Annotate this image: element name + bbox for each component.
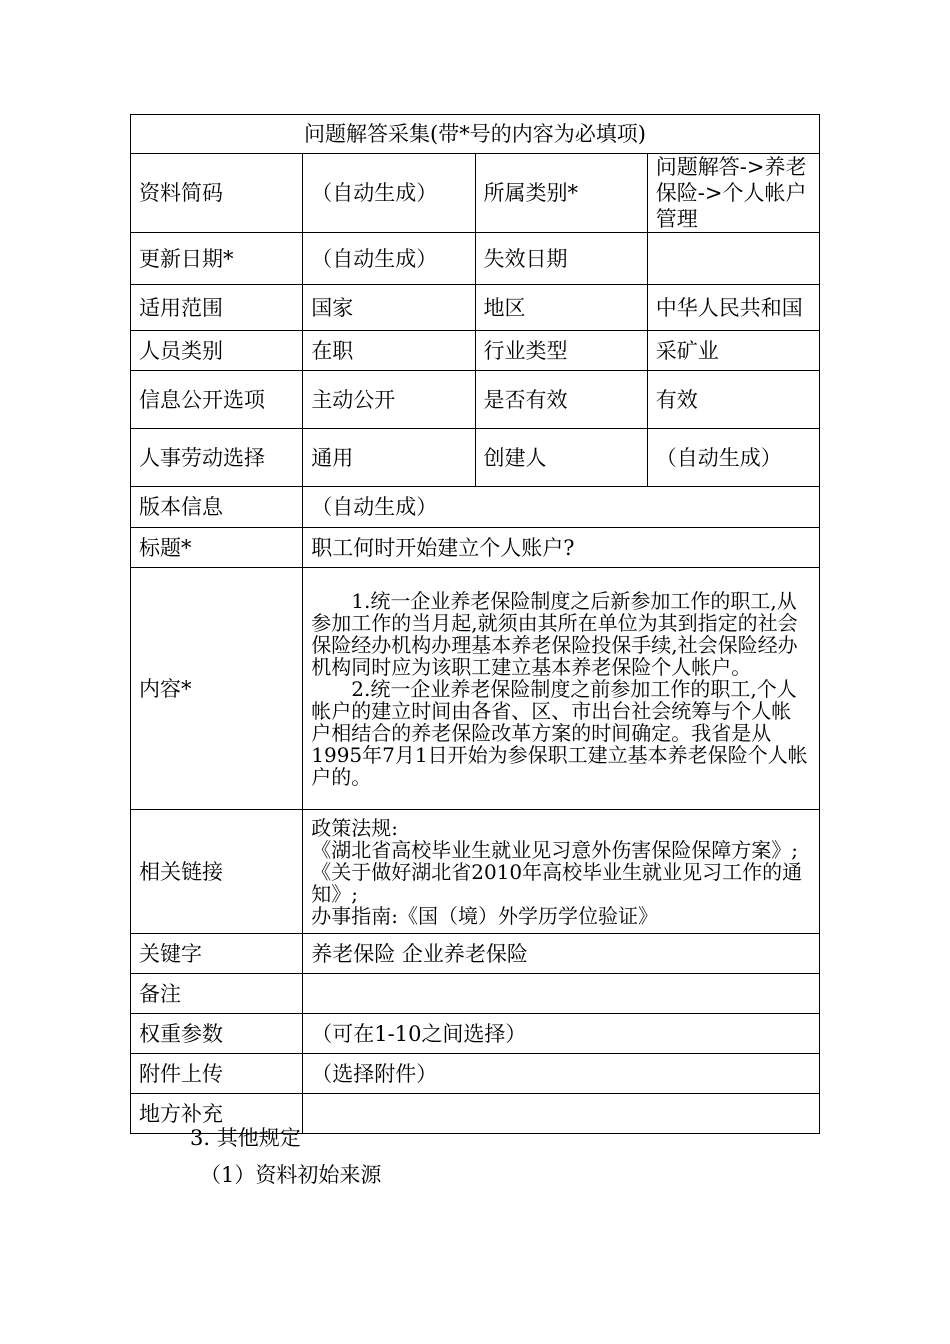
region-label: 地区 bbox=[475, 285, 647, 331]
valid-value[interactable]: 有效 bbox=[647, 371, 819, 429]
table-row bbox=[131, 331, 820, 371]
expire-date-field[interactable] bbox=[647, 233, 819, 285]
content-paragraph-1: 1.统一企业养老保险制度之后新参加工作的职工,从参加工作的当月起,就须由其所在单位为其到指定的社会保险经办机构办理基本养老保险投保手续,社会保险经办机构同时应为该职工建立基本养老保险个人帐户。 bbox=[311, 588, 798, 679]
link-section-policy: 政策法规: bbox=[311, 815, 398, 840]
heading-value[interactable]: 职工何时开始建立个人账户? bbox=[303, 528, 820, 568]
subsection-heading-source: （1）资料初始来源 bbox=[200, 1163, 382, 1187]
link-item[interactable]: 《关于做好湖北省2010年高校毕业生就业见习工作的通知》; bbox=[311, 859, 803, 906]
form-title-row bbox=[131, 115, 820, 154]
local-label: 地方补充 bbox=[131, 1094, 303, 1134]
category-value[interactable]: 问题解答->养老保险->个人帐户管理 bbox=[647, 154, 819, 233]
valid-label: 是否有效 bbox=[475, 371, 647, 429]
section-heading-other-rules: 3. 其他规定 bbox=[190, 1126, 301, 1150]
industry-value[interactable]: 采矿业 bbox=[647, 331, 819, 371]
keywords-label: 关键字 bbox=[131, 934, 303, 974]
region-value[interactable]: 中华人民共和国 bbox=[647, 285, 819, 331]
table-row bbox=[131, 1054, 820, 1094]
content-label: 内容* bbox=[131, 568, 303, 810]
keywords-value[interactable]: 养老保险 企业养老保险 bbox=[303, 934, 820, 974]
form-table bbox=[130, 114, 820, 1134]
remark-field[interactable] bbox=[303, 974, 820, 1014]
table-row bbox=[131, 371, 820, 429]
remark-label: 备注 bbox=[131, 974, 303, 1014]
disclosure-value[interactable]: 主动公开 bbox=[303, 371, 475, 429]
table-row bbox=[131, 974, 820, 1014]
local-field[interactable] bbox=[303, 1094, 820, 1134]
update-date-value: （自动生成） bbox=[303, 233, 475, 285]
attach-label: 附件上传 bbox=[131, 1054, 303, 1094]
content-field[interactable] bbox=[303, 568, 820, 810]
industry-label: 行业类型 bbox=[475, 331, 647, 371]
question-form bbox=[130, 114, 820, 1134]
link-item[interactable]: 办事指南:《国（境）外学历学位验证》 bbox=[311, 903, 658, 928]
version-label: 版本信息 bbox=[131, 487, 303, 528]
hr-select-label: 人事劳动选择 bbox=[131, 429, 303, 487]
table-row bbox=[131, 810, 820, 934]
table-row bbox=[131, 233, 820, 285]
attach-button[interactable]: （选择附件） bbox=[303, 1054, 820, 1094]
update-date-label: 更新日期* bbox=[131, 233, 303, 285]
code-value: （自动生成） bbox=[303, 154, 475, 233]
expire-date-label: 失效日期 bbox=[475, 233, 647, 285]
table-row bbox=[131, 568, 820, 810]
table-row bbox=[131, 528, 820, 568]
table-row bbox=[131, 934, 820, 974]
scope-value[interactable]: 国家 bbox=[303, 285, 475, 331]
link-item[interactable]: 《湖北省高校毕业生就业见习意外伤害保险保障方案》; bbox=[311, 837, 798, 862]
weight-label: 权重参数 bbox=[131, 1014, 303, 1054]
person-type-value[interactable]: 在职 bbox=[303, 331, 475, 371]
table-row bbox=[131, 429, 820, 487]
scope-label: 适用范围 bbox=[131, 285, 303, 331]
person-type-label: 人员类别 bbox=[131, 331, 303, 371]
links-label: 相关链接 bbox=[131, 810, 303, 934]
table-row bbox=[131, 154, 820, 233]
table-row bbox=[131, 487, 820, 528]
category-label: 所属类别* bbox=[475, 154, 647, 233]
hr-select-value[interactable]: 通用 bbox=[303, 429, 475, 487]
version-value: （自动生成） bbox=[303, 487, 820, 528]
content-paragraph-2: 2.统一企业养老保险制度之前参加工作的职工,个人帐户的建立时间由各省、区、市出台社会统筹与个人帐户相结合的养老保险改革方案的时间确定。我省是从1995年7月1日开始为参保职工建立基本养老保险个人帐户的。 bbox=[311, 676, 808, 789]
creator-value: （自动生成） bbox=[647, 429, 819, 487]
disclosure-label: 信息公开选项 bbox=[131, 371, 303, 429]
code-label: 资料简码 bbox=[131, 154, 303, 233]
table-row bbox=[131, 1014, 820, 1054]
heading-label: 标题* bbox=[131, 528, 303, 568]
table-row bbox=[131, 285, 820, 331]
weight-select[interactable]: （可在1-10之间选择） bbox=[303, 1014, 820, 1054]
links-field bbox=[303, 810, 820, 934]
creator-label: 创建人 bbox=[475, 429, 647, 487]
form-title: 问题解答采集(带*号的内容为必填项) bbox=[131, 115, 820, 154]
